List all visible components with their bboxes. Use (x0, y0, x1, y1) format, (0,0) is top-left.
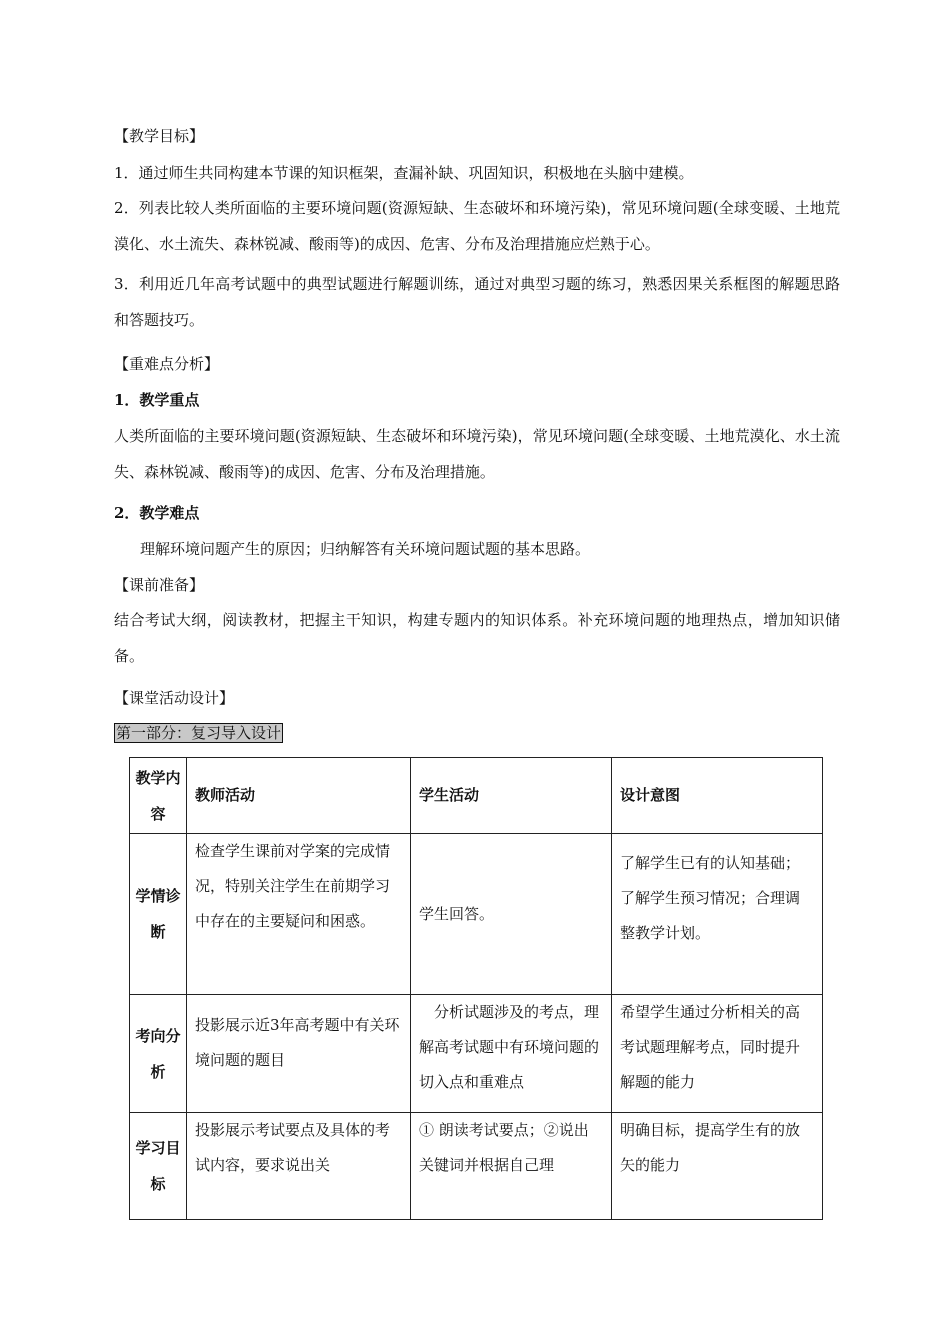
row-content: 考向分析 (130, 995, 187, 1113)
row-student: 学生回答。 (411, 834, 612, 995)
goals-heading: 【教学目标】 (114, 127, 205, 145)
part-one-highlight: 第一部分：复习导入设计 (116, 724, 282, 742)
row-intent: 希望学生通过分析相关的高考试题理解考点，同时提升解题的能力 (612, 995, 823, 1113)
prep-heading: 【课前准备】 (114, 576, 205, 594)
goal-1: 1．通过师生共同构建本节课的知识框架，查漏补缺、巩固知识，积极地在头脑中建模。 (114, 164, 694, 182)
prep-text: 结合考试大纲，阅读教材，把握主干知识，构建专题内的知识体系。补充环境问题的地理热点，增加知识储备。 (114, 611, 840, 665)
difficulty-text: 理解环境问题产生的原因；归纳解答有关环境问题试题的基本思路。 (140, 540, 591, 558)
header-content: 教学内容 (130, 758, 187, 834)
difficulty-title: 2．教学难点 (114, 504, 200, 522)
activity-heading: 【课堂活动设计】 (114, 689, 235, 707)
row-student: 分析试题涉及的考点，理解高考试题中有环境问题的切入点和重难点 (411, 995, 612, 1113)
table-row (130, 1113, 823, 1220)
row-teacher: 检查学生课前对学案的完成情况，特别关注学生在前期学习中存在的主要疑问和困惑。 (187, 834, 411, 995)
row-teacher: 投影展示考试要点及具体的考试内容，要求说出关 (187, 1113, 411, 1220)
header-teacher: 教师活动 (187, 758, 411, 834)
header-intent: 设计意图 (612, 758, 823, 834)
header-student: 学生活动 (411, 758, 612, 834)
row-teacher: 投影展示近3年高考题中有关环境问题的题目 (187, 995, 411, 1113)
row-content: 学习目标 (130, 1113, 187, 1220)
activity-table (129, 757, 823, 1220)
key-point-title: 1．教学重点 (114, 391, 200, 409)
analysis-heading: 【重难点分析】 (114, 355, 220, 373)
row-content: 学情诊断 (130, 834, 187, 995)
goal-2: 2．列表比较人类所面临的主要环境问题(资源短缺、生态破坏和环境污染)，常见环境问题(全球变暖、土地荒漠化、水土流失、森林锐减、酸雨等)的成因、危害、分布及治理措施应烂熟于心。 (114, 199, 840, 253)
row-intent: 明确目标，提高学生有的放矢的能力 (612, 1113, 823, 1220)
goal-3: 3．利用近几年高考试题中的典型试题进行解题训练，通过对典型习题的练习，熟悉因果关系框图的解题思路和答题技巧。 (114, 275, 840, 329)
table-header-row (130, 758, 823, 834)
part-one-label (114, 723, 283, 743)
table-row (130, 995, 823, 1113)
row-intent: 了解学生已有的认知基础；了解学生预习情况；合理调整教学计划。 (612, 834, 823, 995)
row-student: ① 朗读考试要点；②说出关键词并根据自己理 (411, 1113, 612, 1220)
table-row (130, 834, 823, 995)
key-point-text: 人类所面临的主要环境问题(资源短缺、生态破坏和环境污染)，常见环境问题(全球变暖、土地荒漠化、水土流失、森林锐减、酸雨等)的成因、危害、分布及治理措施。 (114, 427, 840, 481)
